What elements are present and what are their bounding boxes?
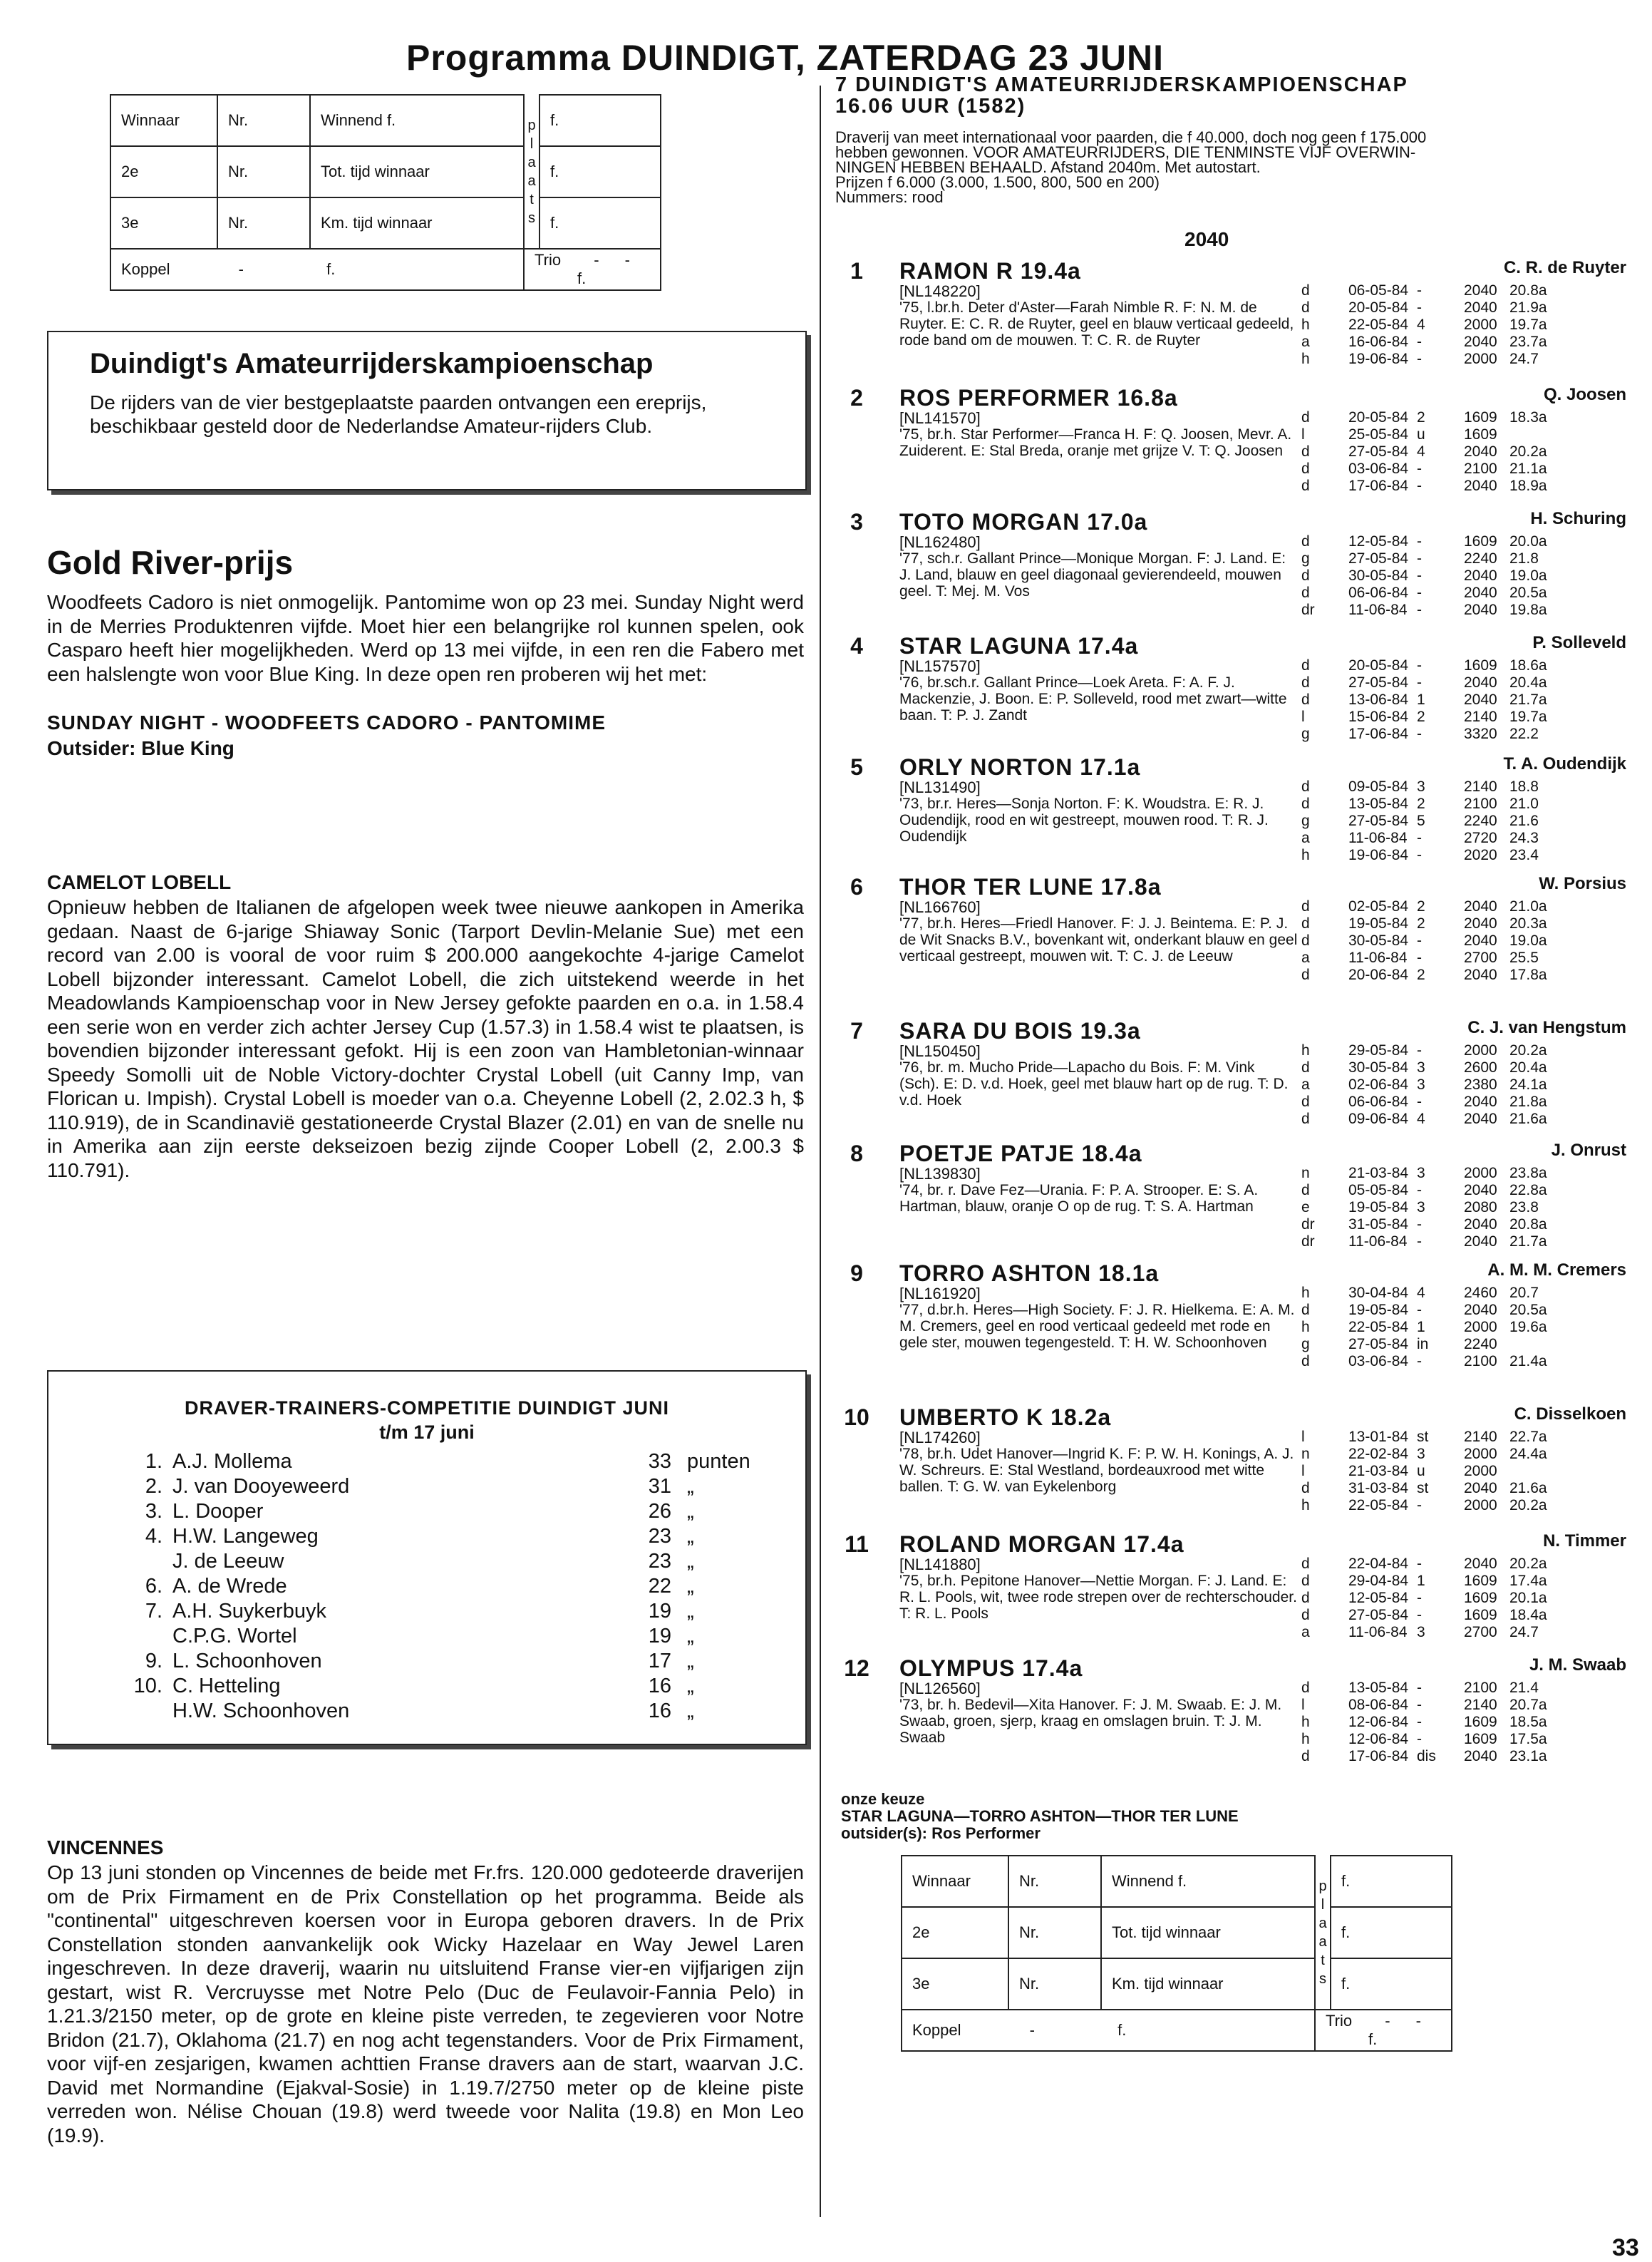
- driver-name: C. J. van Hengstum: [1467, 1018, 1626, 1037]
- competition-points: 19: [648, 1625, 671, 1647]
- horse-info: '76, br. m. Mucho Pride—Lapacho du Bois. F: M. Vink (Sch). E: D. v.d. Hoek, geel met blauw hart op de rug. T: D. v.d. Hoek: [899, 1059, 1289, 1109]
- driver-name: Q. Joosen: [1543, 385, 1626, 404]
- horse-number: 7: [850, 1018, 863, 1044]
- result-label: 2e: [902, 1907, 1008, 1958]
- competition-points: 23: [648, 1525, 671, 1548]
- horse-number: 5: [850, 754, 863, 780]
- result-f: f.: [1331, 1856, 1452, 1907]
- competition-row: [48, 1475, 805, 1500]
- competition-unit: „: [687, 1475, 694, 1498]
- competition-points: 17: [648, 1650, 671, 1672]
- competition-name: C.P.G. Wortel: [172, 1625, 297, 1647]
- competition-row: [48, 1450, 805, 1475]
- competition-unit: punten: [687, 1450, 750, 1473]
- registration: [NL139830]: [899, 1165, 981, 1183]
- registration: [NL150450]: [899, 1042, 981, 1060]
- trio-cell: Trio - - f.: [1315, 2010, 1452, 2051]
- horse-name: ROS PERFORMER 16.8a: [899, 385, 1178, 411]
- result-field: Tot. tijd winnaar: [310, 146, 524, 197]
- horse-number: 10: [844, 1404, 869, 1430]
- horse-number: 9: [850, 1260, 863, 1286]
- result-field: Winnend f.: [1101, 1856, 1315, 1907]
- our-choice: onze keuze STAR LAGUNA—TORRO ASHTON—THOR TER LUNE outsider(s): Ros Performer: [841, 1790, 1239, 1842]
- horse-name: RAMON R 19.4a: [899, 258, 1081, 284]
- registration: [NL148220]: [899, 282, 981, 300]
- result-label: Winnaar: [110, 95, 217, 146]
- horse-info: '73, br. h. Bedevil—Xita Hanover. F: J. M. Swaab. E: J. M. Swaab, groen, sjerp, kraag en omslagen bruin. T: J. M. Swaab: [899, 1697, 1282, 1746]
- result-box-bottom: [901, 1855, 1452, 2052]
- registration: [NL161920]: [899, 1285, 981, 1302]
- registration: [NL141570]: [899, 409, 981, 427]
- horse-number: 3: [850, 509, 863, 535]
- camelot-title: CAMELOT LOBELL: [47, 871, 232, 893]
- competition-name: L. Schoonhoven: [172, 1650, 322, 1672]
- horse-name: POETJE PATJE 18.4a: [899, 1141, 1142, 1166]
- horse-number: 8: [850, 1141, 863, 1166]
- horse-name: TOTO MORGAN 17.0a: [899, 509, 1148, 535]
- horse-info: '76, br.sch.r. Gallant Prince—Loek Areta. F: A. F. J. Mackenzie, J. Boon. E: P. Solleveld, rood met zwart—witte baan. T: P. J. Zandt: [899, 674, 1287, 724]
- competition-unit: „: [687, 1500, 694, 1523]
- horse-name: ROLAND MORGAN 17.4a: [899, 1531, 1184, 1557]
- competition-unit: „: [687, 1675, 694, 1697]
- driver-name: J. M. Swaab: [1529, 1655, 1626, 1675]
- trio-cell: Trio - - f.: [524, 249, 661, 290]
- registration: [NL141880]: [899, 1556, 981, 1573]
- gold-river-pick: SUNDAY NIGHT - WOODFEETS CADORO - PANTOMIME: [47, 711, 606, 734]
- registration: [NL174260]: [899, 1429, 981, 1446]
- result-f: f.: [540, 146, 661, 197]
- competition-points: 16: [648, 1675, 671, 1697]
- horse-info: '75, br.h. Star Performer—Franca H. F: Q. Joosen, Mevr. A. Zuiderent. E: Stal Breda, oranje met grijze V. T: Q. Joosen: [899, 426, 1292, 459]
- driver-name: W. Porsius: [1539, 874, 1626, 893]
- competition-rank: 1.: [145, 1450, 162, 1473]
- competition-name: H.W. Schoonhoven: [172, 1700, 350, 1722]
- competition-row: [48, 1550, 805, 1575]
- competition-name: J. van Dooyeweerd: [172, 1475, 350, 1498]
- result-field: Winnend f.: [310, 95, 524, 146]
- horse-info: '77, br.h. Heres—Friedl Hanover. F: J. J. Beintema. E: P. J. de Wit Snacks B.V., bovenkant wit, onderkant blauw en geel verticaal gestreept, mouwen wit. T: C. J. de Leeuw: [899, 915, 1298, 965]
- competition-row: [48, 1675, 805, 1700]
- championship-box: [47, 331, 807, 490]
- competition-points: 23: [648, 1550, 671, 1573]
- horse-number: 11: [845, 1531, 869, 1557]
- competition-rank: 7.: [145, 1600, 162, 1623]
- driver-name: N. Timmer: [1543, 1531, 1626, 1551]
- horse-name: UMBERTO K 18.2a: [899, 1404, 1112, 1430]
- competition-name: H.W. Langeweg: [172, 1525, 319, 1548]
- competition-name: L. Dooper: [172, 1500, 264, 1523]
- horse-number: 4: [850, 633, 863, 659]
- championship-text: De rijders van de vier bestgeplaatste paarden ontvangen een ereprijs, beschikbaar gesteld door de Nederlandse Amateur-rijders Club.: [90, 391, 707, 437]
- competition-row: [48, 1525, 805, 1550]
- competition-row: [48, 1600, 805, 1625]
- competition-name: A. de Wrede: [172, 1575, 287, 1598]
- camelot-text: Opnieuw hebben de Italianen de afgelopen week twee nieuwe aankopen in Amerika gedaan. Naast de 6-jarige Shiaway Sonic (Tarport Devlin-Melanie Sue) met een record van 2.00 is vooral de voor ruim $ 200.000 aangekochte 4-jarige Camelot Lobell bijzonder interessant. Camelot Lobell, die zich uitstekend weerde in het Meadowlands Kampioenschap voor in New Jersey gefokte paarden en o.a. in 1.58.4 een serie won en verder zich achter Jersey Cup (1.57.3) in 1.58.4 wist te plaatsen, is bovendien bijzonder interessant gefokt. Hij is een zoon van Hambletonian-winnaar Speedy Somolli uit de Noble Victory-dochter Crystal Lobell (uit Canny Imp, van Florican u. Impish). Crystal Lobell is moeder van o.a. Cheyenne Lobell (2, 2.02.3 h, $ 110.919), de in Scandinavië gestationeerde Crystal Blazer (2.01) en van de snelle nu in Amerika aan zijn eerste dekseizoen bezig zijnde Cooper Lobell (2, 2.00.3 $ 110.791).: [47, 896, 804, 1181]
- registration: [NL131490]: [899, 778, 981, 796]
- driver-name: P. Solleveld: [1532, 633, 1626, 652]
- registration: [NL162480]: [899, 533, 981, 551]
- plaats-column: p l a a t s: [1315, 1856, 1331, 2010]
- distance-header: 2040: [1184, 228, 1229, 250]
- driver-name: T. A. Oudendijk: [1503, 754, 1626, 773]
- result-label: 3e: [902, 1958, 1008, 2010]
- result-label: Winnaar: [902, 1856, 1008, 1907]
- koppel-cell: Koppel - f.: [110, 249, 524, 290]
- competition-title: DRAVER-TRAINERS-COMPETITIE DUINDIGT JUNI: [184, 1397, 669, 1419]
- horse-info: '77, sch.r. Gallant Prince—Monique Morgan. F: J. Land. E: J. Land, blauw en geel diagonaal gevierendeeld, mouwen geel. T: Mej. M. Vos: [899, 550, 1286, 600]
- competition-row: [48, 1500, 805, 1525]
- competition-rank: 2.: [145, 1475, 162, 1498]
- horse-number: 12: [844, 1655, 869, 1681]
- horse-info: '78, br.h. Udet Hanover—Ingrid K. F: P. W. H. Konings, A. J. W. Schreurs. E: Stal Westland, bordeauxrood met witte ballen. T: G. W. van Eykelenborg: [899, 1446, 1294, 1495]
- horse-name: OLYMPUS 17.4a: [899, 1655, 1083, 1681]
- competition-points: 16: [648, 1700, 671, 1722]
- gold-river-text: Woodfeets Cadoro is niet onmogelijk. Pantomime won op 23 mei. Sunday Night werd in de Merries Produktenren vijfde. Moet hier een belangrijke rol kunnen spelen, ook Casparo heeft hier mogelijkheden. Werd op 13 mei vijfde, in een ren die Fabero met een halslengte won voor Blue King. In deze open ren proberen wij het met:: [47, 591, 804, 685]
- result-f: f.: [540, 95, 661, 146]
- result-nr: Nr.: [1008, 1856, 1101, 1907]
- horse-info: '77, d.br.h. Heres—High Society. F: J. R. Hielkema. E: A. M. M. Cremers, geel en rood verticaal gedeeld met rode en gele ster, mouwen tegengesteld. T: H. W. Schoonhoven: [899, 1302, 1295, 1351]
- competition-points: 19: [648, 1600, 671, 1623]
- competition-row: [48, 1625, 805, 1650]
- competition-row: [48, 1700, 805, 1724]
- competition-row: [48, 1575, 805, 1600]
- registration: [NL126560]: [899, 1680, 981, 1697]
- race-title: 7 DUINDIGT'S AMATEURRIJDERSKAMPIOENSCHAP 16.06 UUR (1582): [835, 73, 1408, 118]
- horse-info: '73, br.r. Heres—Sonja Norton. F: K. Woudstra. E: R. J. Oudendijk, rood en wit gestreept, mouwen rood. T: R. J. Oudendijk: [899, 796, 1269, 845]
- competition-name: A.J. Mollema: [172, 1450, 292, 1473]
- competition-points: 22: [648, 1575, 671, 1598]
- competition-row: [48, 1650, 805, 1675]
- result-field: Km. tijd winnaar: [1101, 1958, 1315, 2010]
- horse-number: 1: [850, 258, 863, 284]
- competition-name: A.H. Suykerbuyk: [172, 1600, 326, 1623]
- competition-points: 31: [648, 1475, 671, 1498]
- horse-info: '75, br.h. Pepitone Hanover—Nettie Morgan. F: J. Land. E: R. L. Pools, wit, twee rode strepen over de rechterschouder. T: R. L. Pools: [899, 1573, 1297, 1622]
- horse-info: '75, l.br.h. Deter d'Aster—Farah Nimble R. F: N. M. de Ruyter. E: C. R. de Ruyter, geel en blauw verticaal gedeeld, rode band om de mouwen. T: C. R. de Ruyter: [899, 299, 1294, 349]
- driver-name: A. M. M. Cremers: [1487, 1260, 1626, 1280]
- competition-unit: „: [687, 1650, 694, 1672]
- result-nr: Nr.: [217, 146, 310, 197]
- result-f: f.: [1331, 1907, 1452, 1958]
- competition-unit: „: [687, 1600, 694, 1623]
- competition-name: C. Hetteling: [172, 1675, 281, 1697]
- column-divider: [820, 86, 821, 2217]
- horse-number: 2: [850, 385, 863, 411]
- driver-name: C. R. de Ruyter: [1503, 258, 1626, 277]
- result-nr: Nr.: [217, 197, 310, 249]
- competition-rank: 10.: [133, 1675, 162, 1697]
- horse-name: ORLY NORTON 17.1a: [899, 754, 1141, 780]
- plaats-column: p l a a t s: [524, 95, 540, 249]
- competition-name: J. de Leeuw: [172, 1550, 284, 1573]
- result-nr: Nr.: [1008, 1907, 1101, 1958]
- horse-name: THOR TER LUNE 17.8a: [899, 874, 1162, 900]
- driver-name: J. Onrust: [1551, 1141, 1626, 1160]
- competition-unit: „: [687, 1550, 694, 1573]
- gold-river-title: Gold River-prijs: [47, 544, 294, 581]
- driver-name: C. Disselkoen: [1514, 1404, 1626, 1424]
- result-f: f.: [1331, 1958, 1452, 2010]
- result-f: f.: [540, 197, 661, 249]
- horse-number: 6: [850, 874, 863, 900]
- horse-name: SARA DU BOIS 19.3a: [899, 1018, 1141, 1044]
- driver-name: H. Schuring: [1530, 509, 1626, 528]
- result-field: Tot. tijd winnaar: [1101, 1907, 1315, 1958]
- competition-rank: 9.: [145, 1650, 162, 1672]
- competition-points: 33: [648, 1450, 671, 1473]
- result-label: 3e: [110, 197, 217, 249]
- result-field: Km. tijd winnaar: [310, 197, 524, 249]
- gold-river-outsider: Outsider: Blue King: [47, 737, 234, 759]
- page-title: Programma DUINDIGT, ZATERDAG 23 JUNI: [406, 38, 1165, 78]
- horse-name: TORRO ASHTON 18.1a: [899, 1260, 1160, 1286]
- competition-unit: „: [687, 1525, 694, 1548]
- race-description: Draverij van meet internationaal voor paarden, die f 40.000, doch nog geen f 175.000 hebben gewonnen. VOOR AMATEURRIJDERS, DIE TENMINSTE VIJF OVERWIN- NINGEN HEBBEN BEHAALD. Afstand 2040m. Met autostart. Prijzen f 6.000 (3.000, 1.500, 800, 500 en 200) Nummers: rood: [835, 128, 1427, 206]
- competition-unit: „: [687, 1575, 694, 1598]
- competition-unit: „: [687, 1625, 694, 1647]
- result-label: 2e: [110, 146, 217, 197]
- result-nr: Nr.: [217, 95, 310, 146]
- horse-info: '74, br. r. Dave Fez—Urania. F: P. A. Strooper. E: S. A. Hartman, blauw, oranje O op de rug. T: S. A. Hartman: [899, 1182, 1259, 1215]
- competition-rank: 3.: [145, 1500, 162, 1523]
- horse-name: STAR LAGUNA 17.4a: [899, 633, 1139, 659]
- registration: [NL166760]: [899, 898, 981, 916]
- championship-title: Duindigt's Amateurrijderskampioenschap: [90, 348, 654, 379]
- competition-rank: 6.: [145, 1575, 162, 1598]
- page-number: 33: [1612, 2234, 1639, 2261]
- competition-points: 26: [648, 1500, 671, 1523]
- result-nr: Nr.: [1008, 1958, 1101, 2010]
- koppel-cell: Koppel - f.: [902, 2010, 1315, 2051]
- competition-rank: 4.: [145, 1525, 162, 1548]
- competition-unit: „: [687, 1700, 694, 1722]
- vincennes-title: VINCENNES: [47, 1836, 164, 1859]
- result-box-top: [110, 94, 661, 291]
- competition-subtitle: t/m 17 juni: [379, 1422, 475, 1443]
- registration: [NL157570]: [899, 657, 981, 675]
- vincennes-text: Op 13 juni stonden op Vincennes de beide met Fr.frs. 120.000 gedoteerde draverijen om de Prix Firmament en de Prix Constellation op het programma. Beide als "continental" uitgeschreven koersen voor in Europa geboren dravers. In de Prix Constellation stonden aanvankelijk ook Wicky Hazelaar en Way Jewel Laren ingeschreven. In deze draverij, waarin nu uitsluitend Franse vier-en vijfjarigen zijn gestart, wist R. Vercruysse met Notre Pelo (Duc de Feulavoir-Fannia Pelo) in 1.21.3/2150 meter, op de grote en kleine piste verreden, te zegevieren voor Notre Bridon (21.7), Oklahoma (21.7) en nog acht tegenstanders. Voor de Prix Firmament, voor vijf-en zesjarigen, kwamen achttien Franse dravers aan de start, waarvan J.C. David met Normandine (Ejakval-Sosie) in 1.19.7/2750 meter op de kleine piste verreden won. Nélise Chouan (19.8) werd tweede voor Nalita (19.8) en Mon Leo (19.9).: [47, 1861, 804, 2147]
- competition-box: [47, 1370, 807, 1745]
